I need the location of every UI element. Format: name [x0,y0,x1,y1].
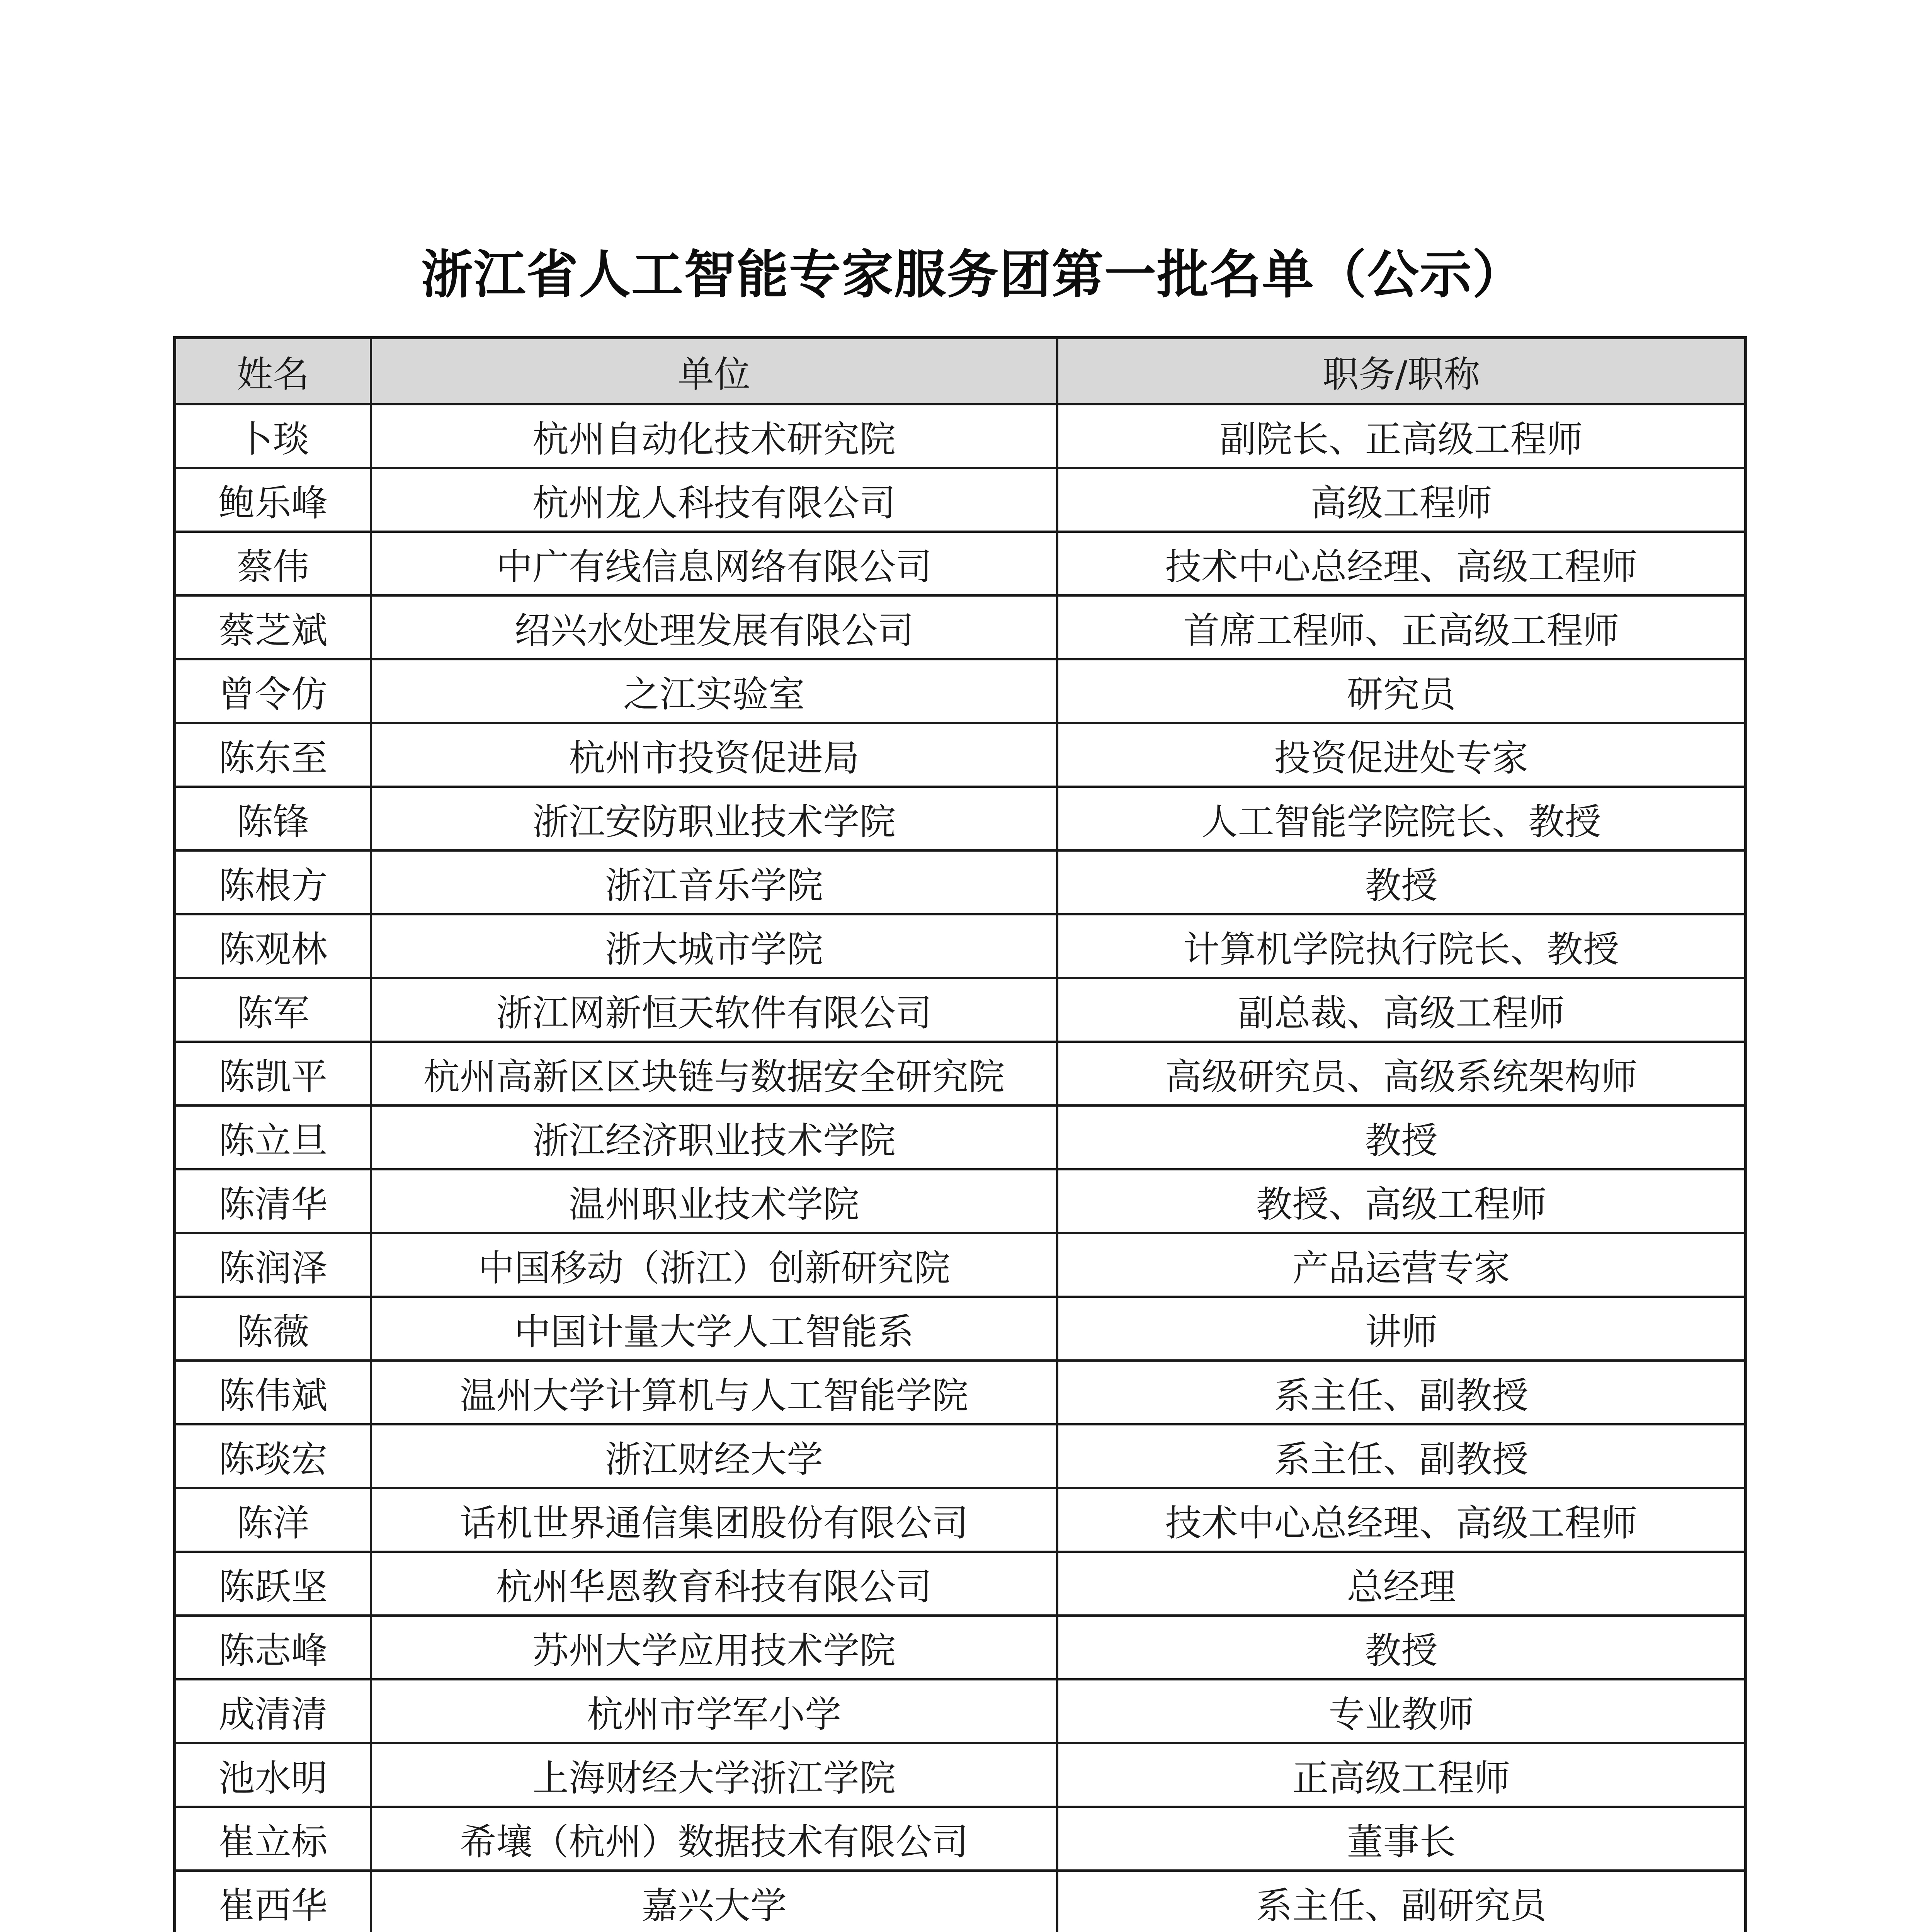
cell-unit: 杭州自动化技术研究院 [371,404,1057,468]
cell-name: 崔西华 [175,1871,371,1932]
table-row [175,1169,1746,1233]
table-row [175,1297,1746,1361]
cell-title: 董事长 [1057,1807,1746,1871]
page-title: 浙江省人工智能专家服务团第一批名单（公示） [421,244,1525,305]
cell-unit: 温州职业技术学院 [371,1169,1057,1233]
cell-unit: 浙江网新恒天软件有限公司 [371,978,1057,1042]
cell-name: 陈根方 [175,850,371,914]
cell-unit: 杭州高新区区块链与数据安全研究院 [371,1042,1057,1105]
table-row [175,1743,1746,1807]
table-row [175,1105,1746,1169]
cell-unit: 话机世界通信集团股份有限公司 [371,1488,1057,1552]
table-row [175,1871,1746,1932]
cell-title: 产品运营专家 [1057,1233,1746,1297]
table-row [175,1552,1746,1616]
cell-name: 陈清华 [175,1169,371,1233]
header-name: 姓名 [175,338,371,404]
table-row [175,659,1746,723]
cell-name: 池水明 [175,1743,371,1807]
cell-title: 首席工程师、正高级工程师 [1057,595,1746,659]
table-row [175,1361,1746,1424]
cell-title: 系主任、副教授 [1057,1361,1746,1424]
cell-title: 副院长、正高级工程师 [1057,404,1746,468]
cell-unit: 之江实验室 [371,659,1057,723]
cell-name: 陈志峰 [175,1616,371,1679]
cell-title: 高级工程师 [1057,468,1746,532]
cell-name: 曾令仿 [175,659,371,723]
cell-unit: 绍兴水处理发展有限公司 [371,595,1057,659]
cell-unit: 苏州大学应用技术学院 [371,1616,1057,1679]
cell-unit: 浙江财经大学 [371,1424,1057,1488]
cell-name: 鲍乐峰 [175,468,371,532]
cell-name: 陈洋 [175,1488,371,1552]
cell-unit: 希壤（杭州）数据技术有限公司 [371,1807,1057,1871]
expert-roster-table [173,336,1747,1932]
cell-unit: 温州大学计算机与人工智能学院 [371,1361,1057,1424]
cell-title: 总经理 [1057,1552,1746,1616]
table-row [175,914,1746,978]
table-row [175,787,1746,850]
table-row [175,850,1746,914]
cell-unit: 杭州龙人科技有限公司 [371,468,1057,532]
cell-title: 研究员 [1057,659,1746,723]
header-unit: 单位 [371,338,1057,404]
table-row [175,723,1746,787]
cell-name: 陈润泽 [175,1233,371,1297]
table-row [175,1233,1746,1297]
cell-title: 系主任、副研究员 [1057,1871,1746,1932]
table-row [175,1424,1746,1488]
cell-unit: 浙江安防职业技术学院 [371,787,1057,850]
cell-title: 正高级工程师 [1057,1743,1746,1807]
cell-title: 教授、高级工程师 [1057,1169,1746,1233]
cell-title: 副总裁、高级工程师 [1057,978,1746,1042]
cell-title: 技术中心总经理、高级工程师 [1057,532,1746,595]
cell-name: 陈观林 [175,914,371,978]
cell-name: 陈军 [175,978,371,1042]
cell-unit: 上海财经大学浙江学院 [371,1743,1057,1807]
table-row [175,404,1746,468]
cell-unit: 浙大城市学院 [371,914,1057,978]
cell-unit: 杭州市投资促进局 [371,723,1057,787]
cell-unit: 中广有线信息网络有限公司 [371,532,1057,595]
table-row [175,1488,1746,1552]
cell-unit: 浙江经济职业技术学院 [371,1105,1057,1169]
cell-title: 讲师 [1057,1297,1746,1361]
cell-name: 陈锋 [175,787,371,850]
cell-title: 教授 [1057,1105,1746,1169]
cell-unit: 中国移动（浙江）创新研究院 [371,1233,1057,1297]
table-row [175,1616,1746,1679]
cell-unit: 杭州市学军小学 [371,1679,1057,1743]
table-row [175,532,1746,595]
cell-name: 陈伟斌 [175,1361,371,1424]
cell-name: 陈东至 [175,723,371,787]
cell-name: 蔡伟 [175,532,371,595]
table-row [175,1807,1746,1871]
table-header-row [175,338,1746,404]
cell-name: 陈琰宏 [175,1424,371,1488]
cell-name: 崔立标 [175,1807,371,1871]
cell-title: 系主任、副教授 [1057,1424,1746,1488]
cell-title: 人工智能学院院长、教授 [1057,787,1746,850]
cell-name: 卜琰 [175,404,371,468]
cell-title: 投资促进处专家 [1057,723,1746,787]
table-row [175,1042,1746,1105]
table-row [175,978,1746,1042]
cell-title: 计算机学院执行院长、教授 [1057,914,1746,978]
cell-title: 专业教师 [1057,1679,1746,1743]
header-title: 职务/职称 [1057,338,1746,404]
table-row [175,595,1746,659]
cell-name: 陈立旦 [175,1105,371,1169]
cell-unit: 中国计量大学人工智能系 [371,1297,1057,1361]
cell-title: 高级研究员、高级系统架构师 [1057,1042,1746,1105]
cell-title: 教授 [1057,850,1746,914]
cell-name: 成清清 [175,1679,371,1743]
cell-title: 教授 [1057,1616,1746,1679]
cell-name: 陈跃坚 [175,1552,371,1616]
cell-unit: 嘉兴大学 [371,1871,1057,1932]
cell-name: 陈薇 [175,1297,371,1361]
table-row [175,1679,1746,1743]
cell-name: 蔡芝斌 [175,595,371,659]
cell-unit: 杭州华恩教育科技有限公司 [371,1552,1057,1616]
cell-title: 技术中心总经理、高级工程师 [1057,1488,1746,1552]
table-row [175,468,1746,532]
cell-unit: 浙江音乐学院 [371,850,1057,914]
cell-name: 陈凯平 [175,1042,371,1105]
table-body [175,404,1746,1932]
